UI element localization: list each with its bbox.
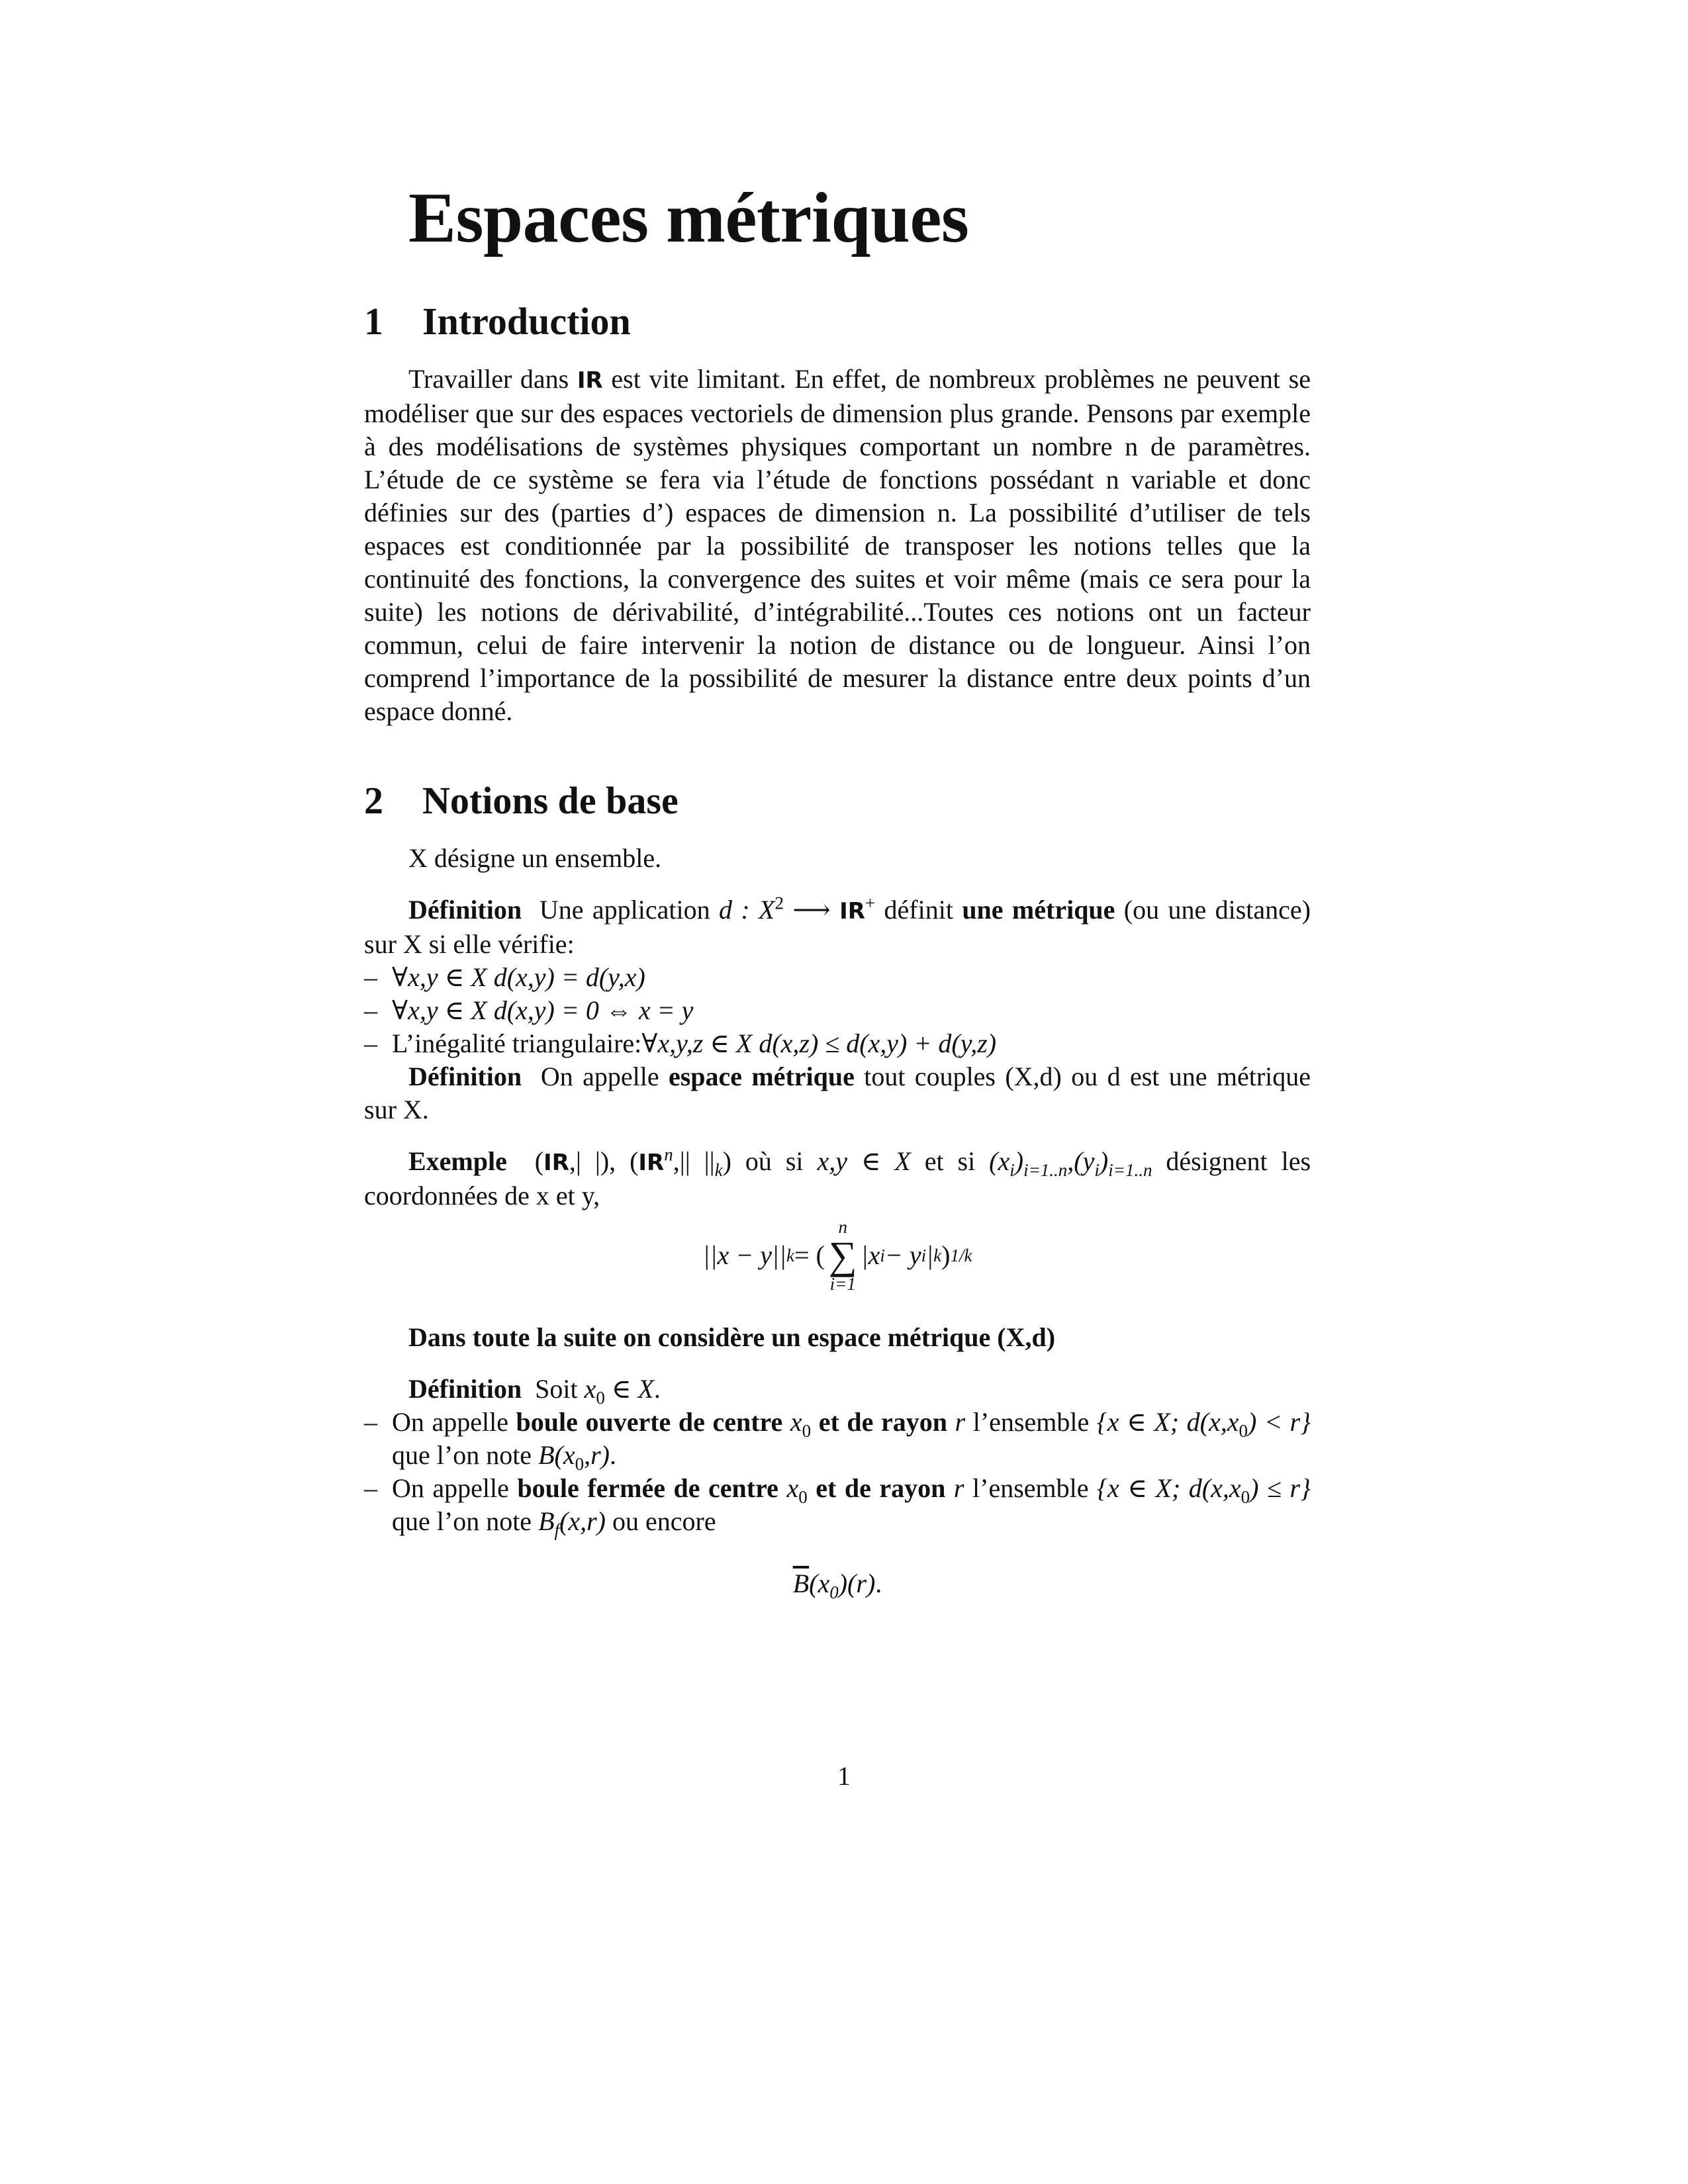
ex-text: et si <box>910 1146 990 1176</box>
math-sub: 0 <box>596 1388 605 1408</box>
list-item-open-ball <box>364 1406 1311 1472</box>
math-sub: 0 <box>802 1421 812 1441</box>
section-heading-notions <box>364 777 1311 825</box>
sum-lower-limit: i=1 <box>829 1274 856 1294</box>
def-text: . <box>653 1374 661 1404</box>
def-text: On appelle <box>540 1062 669 1091</box>
math-sub: f <box>554 1520 560 1540</box>
summation-symbol <box>829 1217 857 1294</box>
list-text: . <box>609 1440 616 1470</box>
math-inline: (x,r) <box>559 1506 606 1536</box>
document-page <box>364 179 1311 1600</box>
math-inline: ) <box>1014 1146 1024 1176</box>
math-inline: (x <box>989 1146 1010 1176</box>
formula-body: |x <box>861 1240 880 1270</box>
section-title: Introduction <box>422 300 631 343</box>
arrow-symbol: ⟶ <box>783 895 840 925</box>
example-paragraph <box>364 1145 1311 1212</box>
math-set: {x ∈ X; d(x,x <box>1096 1407 1239 1437</box>
def-bold-term: boule fermée de centre <box>517 1473 778 1503</box>
document-title: Espaces métriques <box>408 179 969 257</box>
math-set: {x ∈ X; d(x,x <box>1097 1473 1241 1503</box>
math-formula: ∀x,y ∈ X d(x,y) = d(y,x) <box>392 962 645 992</box>
reals-symbol: IR <box>543 1150 569 1176</box>
list-text: On appelle <box>392 1473 518 1503</box>
ex-text: désignent les coordonnées de x et y, <box>364 1146 1311 1210</box>
sum-upper-limit: n <box>838 1217 847 1237</box>
bold-statement <box>364 1321 1311 1354</box>
intro-text-2: est vite limitant. En effet, de nombreux problèmes ne peuvent se modéliser que sur des espaces vectoriels de dimension plus grande. Pensons par exemple à des modélisations de systèmes physiques comportant un nombre n de paramètres. L’étude de ce système se fera via l’étude de fonctions possédant n variable et donc définies sur des (parties d’) espaces de dimension n. La possibilité d’utiliser de tels espaces est conditionnée par la possibilité de transposer les notions telles que la continuité des fonctions, la convergence des suites et voir même (mais ce sera pour la suite) les notions de dérivabilité, d’intégrabilité...Toutes ces notions ont un facteur commun, celui de faire intervenir la notion de distance ou de longueur. Ainsi l’on comprend l’importance de la possibilité de mesurer la distance entre deux points d’un espace donné. <box>364 364 1311 726</box>
section-heading-introduction <box>364 298 1311 345</box>
balls-list <box>364 1406 1311 1538</box>
definition-label: Définition <box>408 1374 522 1404</box>
math-inline: x <box>782 1407 802 1437</box>
list-item-closed-ball <box>364 1472 1311 1538</box>
list-text: ou encore <box>605 1506 716 1536</box>
ex-text: ,|| || <box>673 1146 715 1176</box>
definition-metric-space <box>364 1060 1311 1126</box>
formula-body: − y <box>884 1240 921 1270</box>
ex-text: ( <box>534 1146 544 1176</box>
def-bold-term: et de rayon <box>807 1473 946 1503</box>
math-set: ) ≤ r} <box>1250 1473 1311 1503</box>
list-text: l’ensemble <box>964 1473 1098 1503</box>
definition-metric <box>364 893 1311 961</box>
list-text: L’inégalité triangulaire: <box>392 1028 642 1058</box>
math-inline: ,(y <box>1067 1146 1095 1176</box>
bold-line: Dans toute la suite on considère un espace métrique (X,d) <box>408 1322 1056 1352</box>
math-dot: . <box>875 1569 882 1598</box>
def-bold-term: et de rayon <box>811 1407 947 1437</box>
def-text: Soit <box>535 1374 585 1404</box>
def-bold-term: espace métrique <box>668 1062 855 1091</box>
math-sup: 2 <box>774 893 784 913</box>
math-inline: ∈ X <box>604 1374 654 1404</box>
definition-label: Définition <box>408 1062 522 1091</box>
def-bold-term: une métrique <box>962 895 1115 925</box>
math-sub: i=1..n <box>1023 1160 1068 1180</box>
math-inline: x,y ∈ X <box>817 1146 911 1176</box>
math-sub: i <box>1094 1160 1100 1180</box>
ex-text: ) où si <box>722 1146 818 1176</box>
list-item <box>364 1027 1311 1060</box>
math-sup: + <box>865 893 876 913</box>
def-text: (ou une distance) sur X si elle vérifie: <box>364 895 1311 959</box>
norm-k-formula: ||x − y|| k = ( n ∑ i=1 |x i − y i | k ) 1/k <box>702 1217 972 1294</box>
math-inline: B <box>538 1506 555 1536</box>
reals-symbol: IR <box>638 1150 665 1176</box>
math-sub: 0 <box>575 1454 585 1474</box>
def-text: tout couples (X,d) ou d est une métrique sur X. <box>364 1062 1311 1124</box>
def-text: Une application <box>539 895 719 925</box>
math-inline: x <box>584 1374 596 1404</box>
intro-paragraph <box>364 363 1311 728</box>
formula-body: | <box>926 1240 934 1270</box>
section-number: 1 <box>364 300 383 343</box>
math-inline: r <box>945 1473 964 1503</box>
math-map: d : X <box>718 895 775 925</box>
math-sub: i=1..n <box>1108 1160 1152 1180</box>
x-designe-line: X désigne un ensemble. <box>408 843 662 873</box>
reals-symbol: IR <box>839 898 865 925</box>
math-sub: 0 <box>1241 1487 1250 1507</box>
closed-ball-notation <box>364 1567 1311 1600</box>
math-inline: ,r) <box>584 1440 610 1470</box>
math-inline: (x <box>809 1569 830 1598</box>
def-text: définit <box>875 895 962 925</box>
intro-text-1: Travailler dans <box>408 364 577 394</box>
math-sub: 0 <box>829 1582 839 1602</box>
math-set: ) < r} <box>1247 1407 1311 1437</box>
math-sub: 0 <box>798 1487 808 1507</box>
list-item <box>364 961 1311 994</box>
math-sub: i <box>1009 1160 1015 1180</box>
formula-paren: ) <box>941 1240 951 1270</box>
b-bar: $\overline{B}$ <box>792 1569 810 1598</box>
list-text: On appelle <box>392 1407 516 1437</box>
math-sub: k <box>714 1160 723 1180</box>
reals-symbol: IR <box>577 367 603 394</box>
math-formula: ∀x,y,z ∈ X d(x,z) ≤ d(x,y) + d(y,z) <box>641 1028 997 1058</box>
formula-lhs: ||x − y|| <box>702 1240 786 1270</box>
list-text: que l’on note <box>392 1506 539 1536</box>
metric-axioms-list <box>364 961 1311 1060</box>
ex-text: ,| |), ( <box>569 1146 639 1176</box>
list-item <box>364 994 1311 1027</box>
definition-balls <box>364 1373 1311 1406</box>
section-number: 2 <box>364 779 383 822</box>
list-text: que l’on note <box>392 1440 539 1470</box>
math-inline: x <box>778 1473 799 1503</box>
math-sub: 0 <box>1239 1421 1248 1441</box>
def-bold-term: boule ouverte de centre <box>516 1407 783 1437</box>
math-formula: ∀x,y ∈ X d(x,y) = 0 ⇔ x = y <box>392 995 694 1025</box>
math-inline: B(x <box>538 1440 575 1470</box>
math-inline: r <box>947 1407 966 1437</box>
sigma-symbol: ∑ <box>828 1234 857 1277</box>
section-title: Notions de base <box>422 779 679 822</box>
page-number: 1 <box>837 1761 851 1791</box>
math-sup: n <box>664 1144 673 1165</box>
list-text: l’ensemble <box>965 1407 1097 1437</box>
math-inline: ) <box>1099 1146 1109 1176</box>
definition-label: Définition <box>408 895 522 925</box>
example-label: Exemple <box>408 1146 507 1176</box>
math-inline: )(r) <box>838 1569 876 1598</box>
formula-eq: = ( <box>794 1240 825 1270</box>
